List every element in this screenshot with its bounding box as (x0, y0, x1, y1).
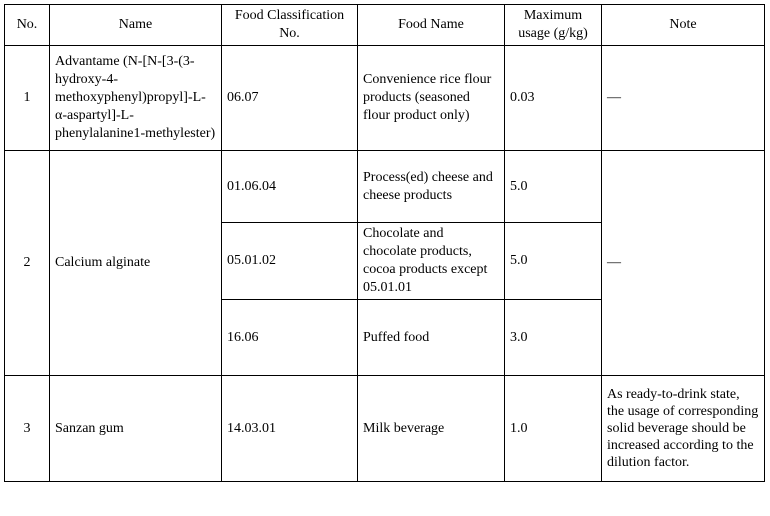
note: — (602, 151, 765, 376)
food-name: Milk beverage (358, 376, 505, 482)
row-number: 2 (5, 151, 50, 376)
food-name: Convenience rice flour products (seasoned flour product only) (358, 46, 505, 151)
food-name: Chocolate and chocolate products, cocoa products except 05.01.01 (358, 223, 505, 300)
header-no: No. (5, 5, 50, 46)
food-classification-no: 16.06 (222, 300, 358, 376)
food-classification-no: 01.06.04 (222, 151, 358, 223)
row-number: 1 (5, 46, 50, 151)
header-food-classification: Food Classification No. (222, 5, 358, 46)
food-classification-no: 14.03.01 (222, 376, 358, 482)
note: As ready-to-drink state, the usage of corresponding solid beverage should be increased according to the dilution factor. (602, 376, 765, 482)
food-classification-no: 05.01.02 (222, 223, 358, 300)
additive-name: Calcium alginate (50, 151, 222, 376)
food-classification-no: 06.07 (222, 46, 358, 151)
maximum-usage: 3.0 (505, 300, 602, 376)
header-maximum-usage: Maximum usage (g/kg) (505, 5, 602, 46)
table-row (5, 151, 765, 223)
header-name: Name (50, 5, 222, 46)
additive-name: Advantame (N-[N-[3-(3-hydroxy-4-methoxyphenyl)propyl]-L-α-aspartyl]-L-phenylalanine1-methylester) (50, 46, 222, 151)
header-note: Note (602, 5, 765, 46)
header-row (5, 5, 765, 46)
food-name: Process(ed) cheese and cheese products (358, 151, 505, 223)
table-row (5, 46, 765, 151)
maximum-usage: 5.0 (505, 151, 602, 223)
table-row (5, 376, 765, 482)
additive-name: Sanzan gum (50, 376, 222, 482)
note: — (602, 46, 765, 151)
additives-table (4, 4, 765, 482)
maximum-usage: 1.0 (505, 376, 602, 482)
food-name: Puffed food (358, 300, 505, 376)
row-number: 3 (5, 376, 50, 482)
header-food-name: Food Name (358, 5, 505, 46)
maximum-usage: 5.0 (505, 223, 602, 300)
maximum-usage: 0.03 (505, 46, 602, 151)
